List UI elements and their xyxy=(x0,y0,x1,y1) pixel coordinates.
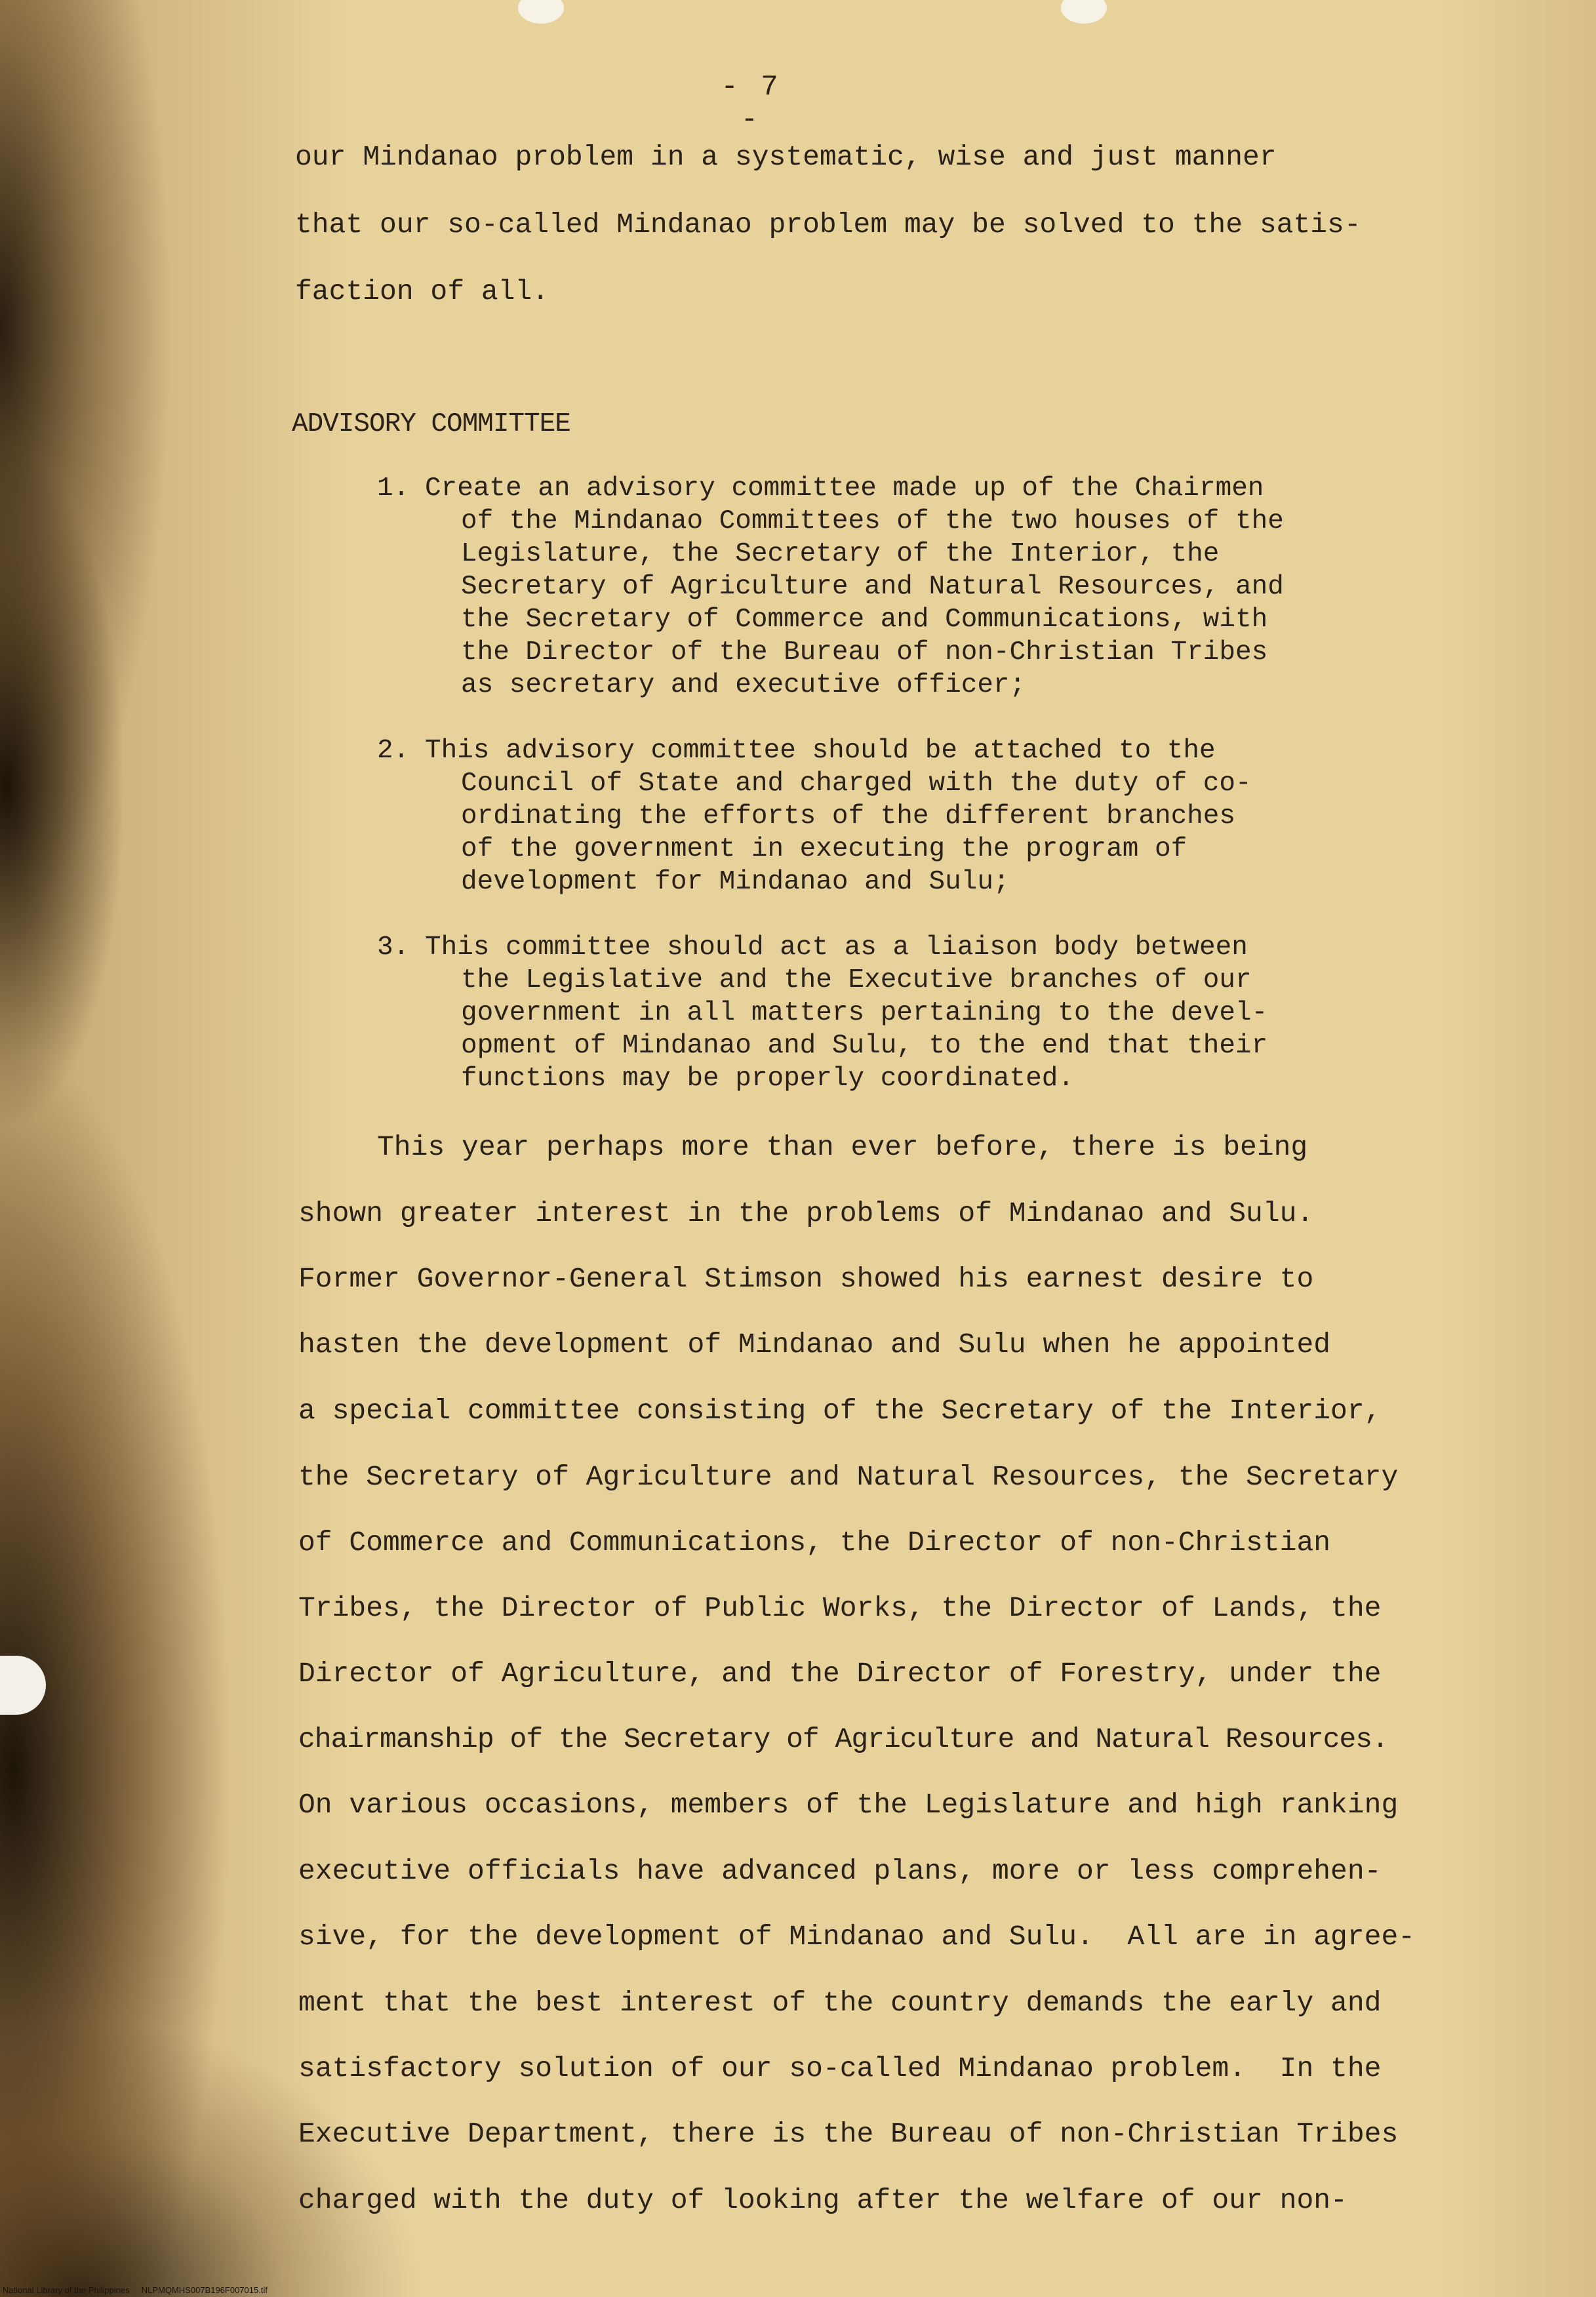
intro-line: our Mindanao problem in a systematic, wise and just manner xyxy=(295,141,1277,173)
paragraph-line: hasten the development of Mindanao and Sulu when he appointed xyxy=(298,1328,1331,1361)
item-line: functions may be properly coordinated. xyxy=(461,1064,1074,1094)
paragraph-line: executive officials have advanced plans, more or less comprehen- xyxy=(298,1855,1382,1887)
paragraph-line: the Secretary of Agriculture and Natural Resources, the Secretary xyxy=(298,1461,1399,1493)
item-line: of the Mindanao Committees of the two houses of the xyxy=(461,506,1284,536)
paragraph-line: sive, for the development of Mindanao and Sulu. All are in agree- xyxy=(298,1921,1416,1953)
item-line: the Secretary of Commerce and Communications, with xyxy=(461,605,1268,635)
item-line: the Legislative and the Executive branches of our xyxy=(461,965,1252,995)
paragraph-line: Executive Department, there is the Bureau of non-Christian Tribes xyxy=(298,2118,1399,2150)
item-line: government in all matters pertaining to the devel- xyxy=(461,998,1268,1028)
item-line: Legislature, the Secretary of the Interior, the xyxy=(461,539,1220,569)
paragraph-line: charged with the duty of looking after the welfare of our non- xyxy=(298,2184,1347,2216)
item-line: as secretary and executive officer; xyxy=(461,670,1026,700)
paragraph-line: Former Governor-General Stimson showed his earnest desire to xyxy=(298,1263,1314,1295)
item-line: This advisory committee should be attached to the xyxy=(425,736,1216,766)
file-id: NLPMQMHS007B196F007015.tif xyxy=(141,2285,268,2295)
item-line: Council of State and charged with the duty of co- xyxy=(461,769,1252,799)
item-number: 3. xyxy=(377,932,410,963)
paragraph-line: This year perhaps more than ever before, there is being xyxy=(377,1131,1308,1163)
paragraph-line: of Commerce and Communications, the Director of non-Christian xyxy=(298,1527,1331,1559)
paragraph-line: Tribes, the Director of Public Works, the Director of Lands, the xyxy=(298,1592,1382,1624)
paragraph-line: satisfactory solution of our so-called Mindanao problem. In the xyxy=(298,2052,1382,2085)
paragraph-line: chairmanship of the Secretary of Agriculture and Natural Resources. xyxy=(298,1723,1388,1755)
item-line: Secretary of Agriculture and Natural Resources, and xyxy=(461,572,1284,602)
item-line: This committee should act as a liaison body between xyxy=(425,932,1248,963)
item-line: the Director of the Bureau of non-Christian Tribes xyxy=(461,637,1268,668)
scan-footer xyxy=(3,2285,268,2295)
paragraph-line: Director of Agriculture, and the Director of Forestry, under the xyxy=(298,1658,1382,1690)
library-name: National Library of the Philippines xyxy=(3,2285,130,2295)
item-line: Create an advisory committee made up of the Chairmen xyxy=(425,473,1264,504)
paragraph-line: shown greater interest in the problems of Mindanao and Sulu. xyxy=(298,1197,1314,1229)
section-heading: ADVISORY COMMITTEE xyxy=(292,409,570,439)
item-number: 1. xyxy=(377,473,410,504)
paragraph-line: a special committee consisting of the Secretary of the Interior, xyxy=(298,1395,1382,1427)
paragraph-line: On various occasions, members of the Legislature and high ranking xyxy=(298,1789,1399,1821)
paragraph-line: ment that the best interest of the country demands the early and xyxy=(298,1987,1382,2019)
intro-line: faction of all. xyxy=(295,275,549,308)
page-number: - 7 - xyxy=(721,71,781,136)
item-line: of the government in executing the program of xyxy=(461,834,1187,864)
item-line: ordinating the efforts of the different branches xyxy=(461,801,1235,831)
item-line: development for Mindanao and Sulu; xyxy=(461,867,1010,897)
item-line: opment of Mindanao and Sulu, to the end that their xyxy=(461,1031,1268,1061)
intro-line: that our so-called Mindanao problem may be solved to the satis- xyxy=(295,209,1361,241)
item-number: 2. xyxy=(377,736,410,766)
